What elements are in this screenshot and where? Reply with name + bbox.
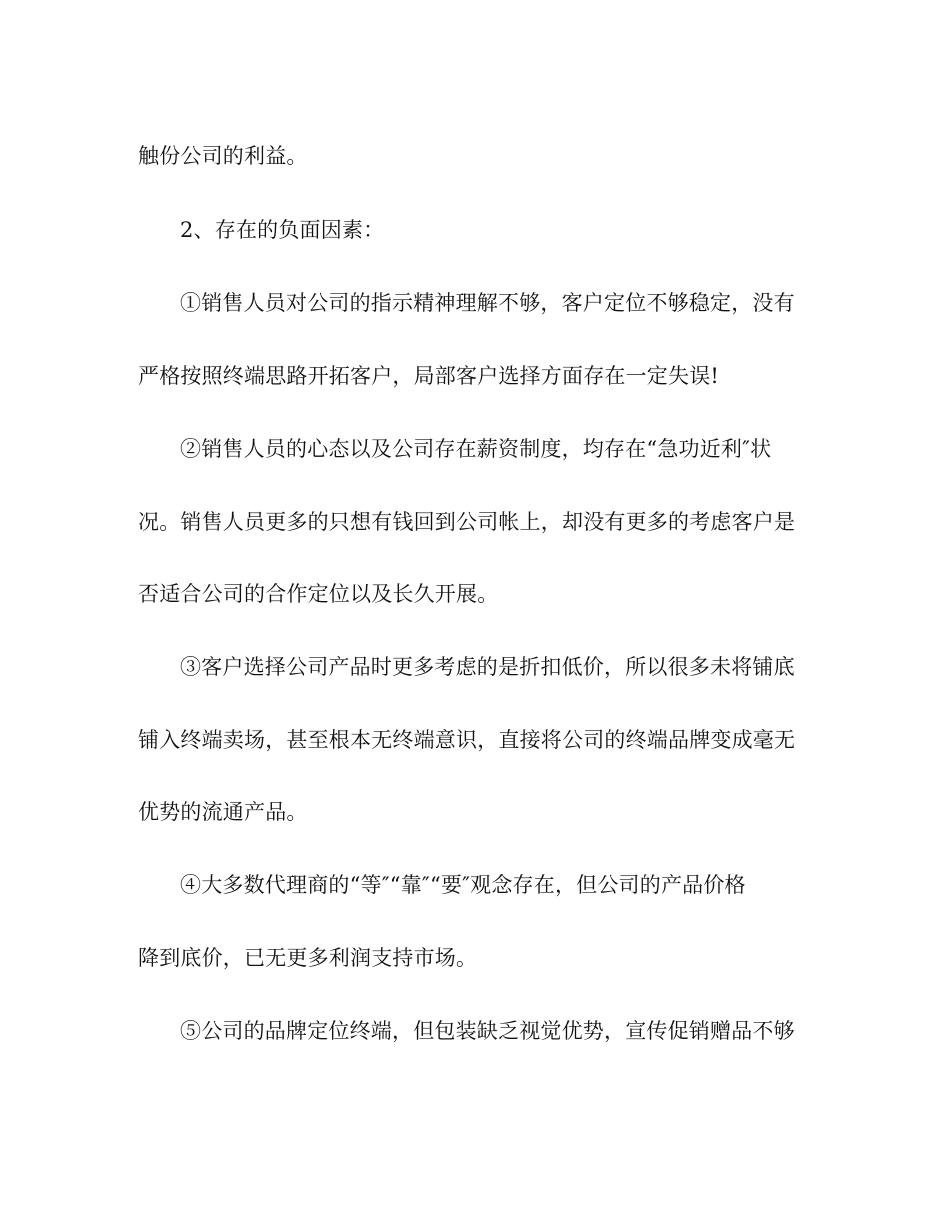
text-line: ⑤公司的品牌定位终端，但包装缺乏视觉优势，宣传促销赠品不够 [180, 1019, 795, 1043]
text-line: 否适合公司的合作定位以及长久开展。 [138, 582, 499, 606]
text-line: ①销售人员对公司的指示精神理解不够，客户定位不够稳定，没有 [180, 291, 795, 315]
text-line: 降到底价，已无更多利润支持市场。 [138, 946, 478, 970]
text-line: ④大多数代理商的“等″“靠″“要″观念存在，但公司的产品价格 [180, 873, 746, 897]
text-line: ②销售人员的心态以及公司存在薪资制度，均存在“急功近利″状 [180, 437, 772, 461]
section-heading: 2、存在的负面因素： [180, 218, 385, 242]
text-line: 优势的流通产品。 [138, 800, 308, 824]
text-line: 况。销售人员更多的只想有钱回到公司帐上，却没有更多的考虑客户是 [138, 510, 796, 534]
text-line: 触份公司的利益。 [138, 144, 308, 168]
text-line: ③客户选择公司产品时更多考虑的是折扣低价，所以很多未将铺底 [180, 655, 795, 679]
text-line: 铺入终端卖场，甚至根本无终端意识，直接将公司的终端品牌变成毫无 [138, 728, 796, 752]
text-line: 严格按照终端思路开拓客户，局部客户选择方面存在一定失误! [138, 364, 720, 388]
